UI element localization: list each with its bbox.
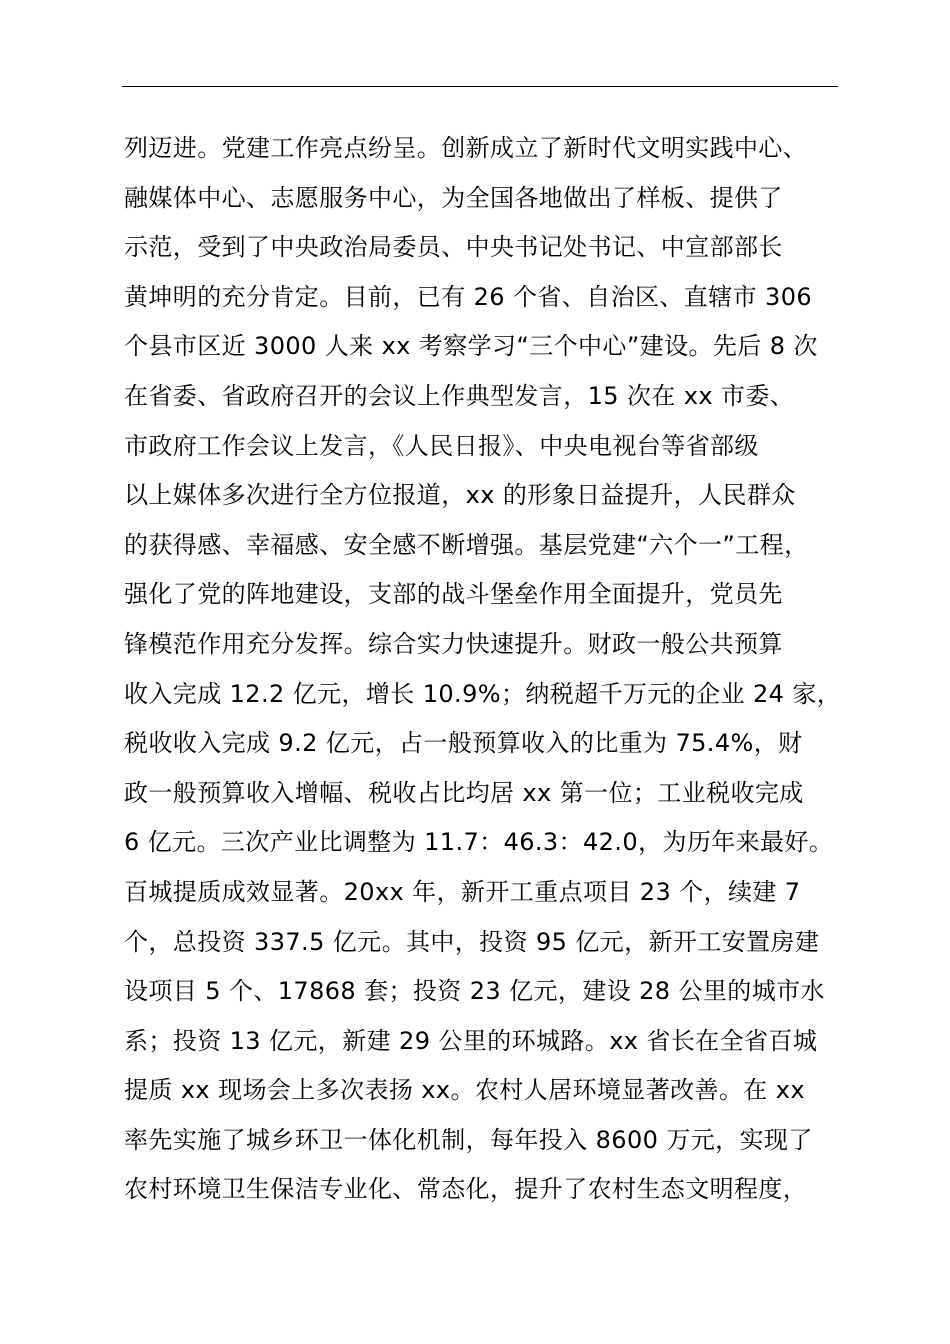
text-line: 农村环境卫生保洁专业化、常态化，提升了农村生态文明程度， [124,1175,808,1204]
text-line: 系；投资 13 亿元，新建 29 公里的环城路。xx 省长在全省百城 [124,1026,818,1055]
text-line: 收入完成 12.2 亿元，增长 10.9%；纳税超千万元的企业 24 家， [124,679,842,708]
text-line: 市政府工作会议上发言，《人民日报》、中央电视台等省部级 [124,431,759,460]
text-line: 示范，受到了中央政治局委员、中央书记处书记、中宣部部长 [124,233,783,262]
text-line: 个县市区近 3000 人来 xx 考察学习“三个中心”建设。先后 8 次 [124,332,818,361]
text-line: 提质 xx 现场会上多次表扬 xx。农村人居环境显著改善。在 xx [124,1076,805,1105]
text-line: 税收收入完成 9.2 亿元，占一般预算收入的比重为 75.4%，财 [124,729,803,758]
text-line: 黄坤明的充分肯定。目前，已有 26 个省、自治区、直辖市 306 [124,282,813,311]
text-line: 设项目 5 个、17868 套；投资 23 亿元，建设 28 公里的城市水 [124,977,825,1006]
text-line: 政一般预算收入增幅、税收占比均居 xx 第一位；工业税收完成 [124,778,804,807]
text-line: 融媒体中心、志愿服务中心，为全国各地做出了样板、提供了 [124,183,783,212]
text-line: 6 亿元。三次产业比调整为 11.7：46.3：42.0，为历年来最好。 [124,828,834,857]
text-line: 个，总投资 337.5 亿元。其中，投资 95 亿元，新开工安置房建 [124,927,820,956]
text-line: 在省委、省政府召开的会议上作典型发言，15 次在 xx 市委、 [124,381,795,410]
text-line: 率先实施了城乡环卫一体化机制，每年投入 8600 万元，实现了 [124,1125,813,1154]
header-rule [122,86,838,87]
text-line: 列迈进。党建工作亮点纷呈。创新成立了新时代文明实践中心、 [124,134,808,162]
text-line: 以上媒体多次进行全方位报道，xx 的形象日益提升，人民群众 [124,481,796,510]
body-text [124,124,864,1215]
text-line: 百城提质成效显著。20xx 年，新开工重点项目 23 个，续建 7 [124,877,801,906]
text-line: 强化了党的阵地建设，支部的战斗堡垒作用全面提升，党员先 [124,580,783,609]
text-line: 的获得感、幸福感、安全感不断增强。基层党建“六个一”工程， [124,530,809,559]
text-line: 锋模范作用充分发挥。综合实力快速提升。财政一般公共预算 [124,629,783,658]
